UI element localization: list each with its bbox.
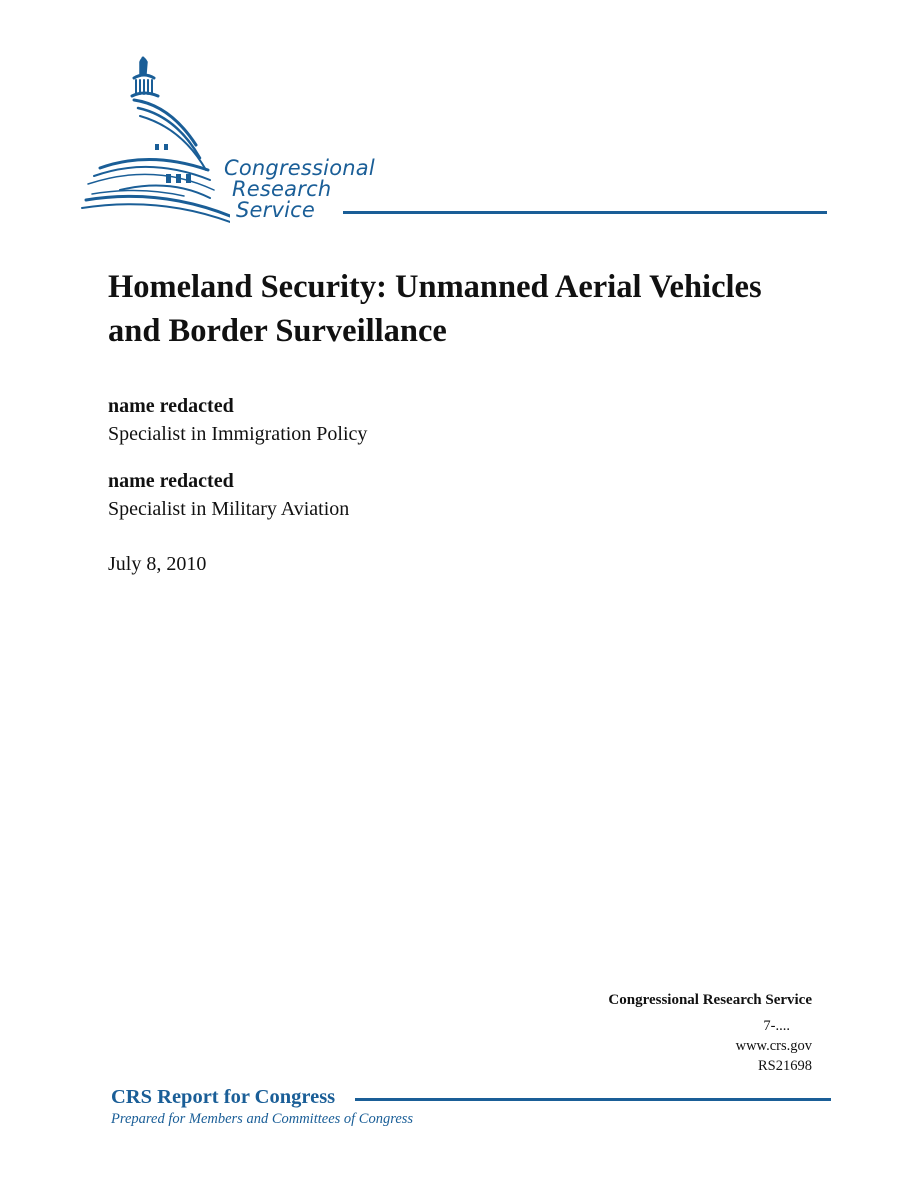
author-name: name redacted [108, 395, 234, 417]
capitol-dome-icon [80, 50, 230, 225]
logo-text-congressional: Congressional [224, 156, 375, 180]
publisher-block [608, 990, 812, 1076]
author-role: Specialist in Military Aviation [108, 498, 350, 520]
publisher-name: Congressional Research Service [608, 992, 812, 1008]
publisher-code: 7-.... [763, 1018, 790, 1034]
publisher-url: www.crs.gov [735, 1038, 812, 1054]
logo-divider-rule [343, 211, 827, 214]
footer-subtitle: Prepared for Members and Committees of Congress [111, 1111, 414, 1127]
footer-title: CRS Report for Congress [111, 1086, 336, 1108]
logo-text-research: Research [232, 177, 332, 201]
logo-text-service: Service [236, 198, 316, 222]
author-name: name redacted [108, 470, 234, 492]
author-role: Specialist in Immigration Policy [108, 423, 368, 445]
footer-divider-rule [355, 1098, 831, 1101]
report-date: July 8, 2010 [108, 553, 207, 575]
report-title: Homeland Security: Unmanned Aerial Vehicles and Border Surveillance [108, 269, 762, 349]
report-number: RS21698 [758, 1058, 812, 1074]
